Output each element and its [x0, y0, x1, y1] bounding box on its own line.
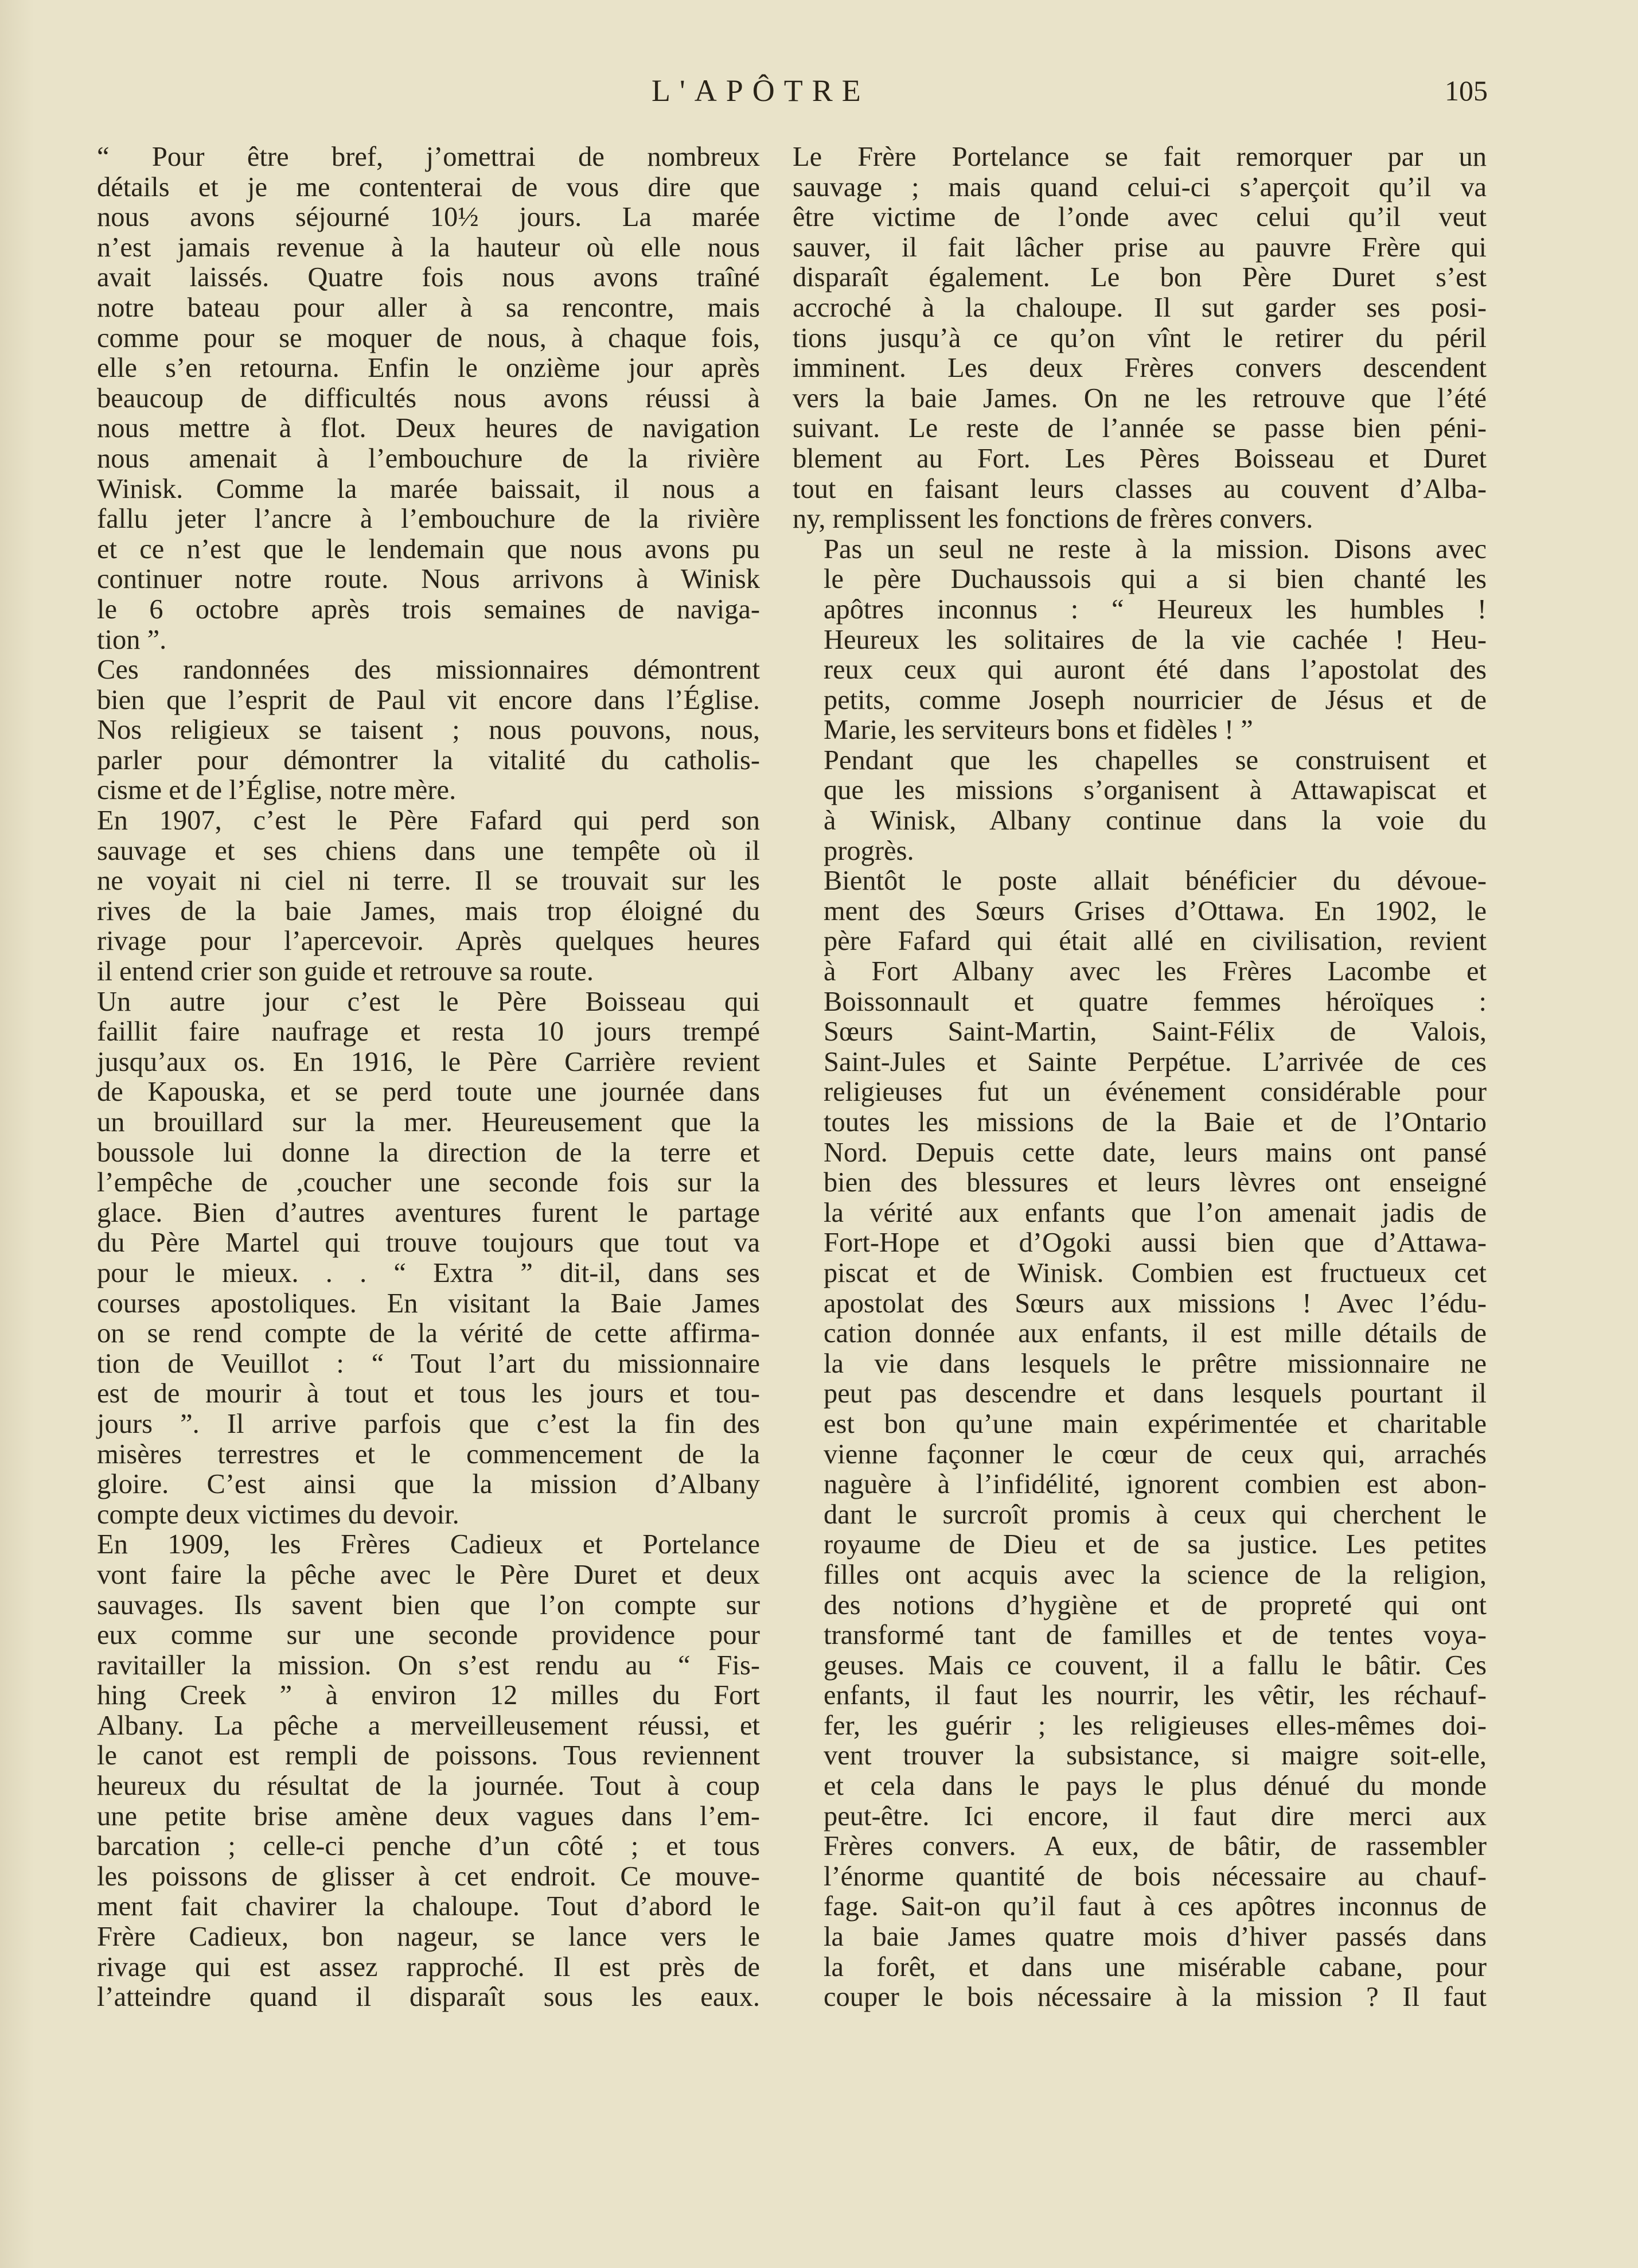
- text-line: est bon qu’une main expérimentée et charitable: [824, 1408, 1487, 1439]
- text-line: le 6 octobre après trois semaines de naviga-: [97, 594, 760, 625]
- text-line: tions jusqu’à ce qu’on vînt le retirer du péril: [793, 322, 1487, 353]
- text-line: piscat et de Winisk. Combien est fructueux cet: [824, 1257, 1487, 1288]
- text-line: Frère Cadieux, bon nageur, se lance vers le: [97, 1922, 760, 1953]
- text-line: l’atteindre quand il disparaît sous les eaux.: [97, 1982, 760, 2013]
- text-line: Sœurs Saint-Martin, Saint-Félix de Valois,: [824, 1016, 1487, 1047]
- page-number: 105: [1445, 75, 1488, 107]
- text-line: Nos religieux se taisent ; nous pouvons, nous,: [97, 715, 760, 746]
- text-line: la forêt, et dans une misérable cabane, pour: [824, 1951, 1487, 1982]
- text-line: comme pour se moquer de nous, à chaque fois,: [97, 322, 760, 353]
- text-line: Marie, les serviteurs bons et fidèles ! ”: [824, 715, 1253, 746]
- text-line: Frères convers. A eux, de bâtir, de rassembler: [824, 1831, 1487, 1862]
- text-line: barcation ; celle-ci penche d’un côté ; et tous: [97, 1831, 760, 1862]
- text-line: glace. Bien d’autres aventures furent le partage: [97, 1197, 760, 1228]
- text-line: un brouillard sur la mer. Heureusement que la: [97, 1107, 760, 1137]
- text-line: peut pas descendre et dans lesquels pourtant il: [824, 1378, 1487, 1409]
- paragraph: [793, 535, 1487, 746]
- text-line: En 1909, les Frères Cadieux et Portelance: [97, 1529, 760, 1560]
- text-line: Winisk. Comme la marée baissait, il nous a: [97, 473, 760, 504]
- paragraph: [66, 987, 760, 1530]
- text-line: geuses. Mais ce couvent, il a fallu le bâtir. Ces: [824, 1650, 1487, 1681]
- text-line: Fort-Hope et d’Ogoki aussi bien que d’Attawa-: [824, 1227, 1487, 1258]
- text-line: vent trouver la subsistance, si maigre soit-elle,: [824, 1740, 1487, 1771]
- text-line: faillit faire naufrage et resta 10 jours trempé: [97, 1016, 760, 1047]
- text-line: peut-être. Ici encore, il faut dire merci aux: [824, 1801, 1487, 1831]
- text-line: des notions d’hygiène et de propreté qui ont: [824, 1589, 1487, 1620]
- paragraph: [66, 806, 760, 987]
- text-line: Heureux les solitaires de la vie cachée ! Heu-: [824, 624, 1487, 655]
- text-line: le canot est rempli de poissons. Tous reviennent: [97, 1740, 760, 1771]
- text-line: nous avons séjourné 10½ jours. La marée: [97, 202, 760, 233]
- text-line: vont faire la pêche avec le Père Duret et deux: [97, 1559, 760, 1590]
- text-line: misères terrestres et le commencement de la: [97, 1439, 760, 1470]
- text-line: jours ”. Il arrive parfois que c’est la fin des: [97, 1408, 760, 1439]
- text-line: du Père Martel qui trouve toujours que tout va: [97, 1227, 760, 1258]
- text-line: hing Creek ” à environ 12 milles du Fort: [97, 1680, 760, 1711]
- text-line: couper le bois nécessaire à la mission ? Il faut: [824, 1982, 1487, 2013]
- text-line: Bientôt le poste allait bénéficier du dévoue-: [824, 866, 1487, 897]
- text-line: ravitailler la mission. On s’est rendu au “ Fis-: [97, 1650, 760, 1681]
- paragraph: [66, 655, 760, 806]
- text-line: fage. Sait-on qu’il faut à ces apôtres inconnus de: [824, 1891, 1487, 1922]
- text-line: apostolat des Sœurs aux missions ! Avec l’édu-: [824, 1288, 1487, 1319]
- text-line: boussole lui donne la direction de la terre et: [97, 1137, 760, 1168]
- text-line: bien des blessures et leurs lèvres ont enseigné: [824, 1167, 1487, 1198]
- running-header: [0, 68, 1638, 114]
- text-line: petits, comme Joseph nourricier de Jésus et de: [824, 684, 1487, 715]
- text-line: être victime de l’onde avec celui qu’il veut: [793, 202, 1487, 233]
- text-line: Boissonnault et quatre femmes héroïques :: [824, 986, 1487, 1017]
- text-line: toutes les missions de la Baie et de l’Ontario: [824, 1107, 1487, 1137]
- text-line: que les missions s’organisent à Attawapiscat et: [824, 775, 1487, 806]
- text-line: En 1907, c’est le Père Fafard qui perd son: [97, 805, 760, 836]
- text-line: “ Pour être bref, j’omettrai de nombreux: [97, 142, 760, 172]
- text-line: apôtres inconnus : “ Heureux les humbles !: [824, 594, 1487, 625]
- text-line: suivant. Le reste de l’année se passe bien péni-: [793, 413, 1487, 444]
- text-line: heureux du résultat de la journée. Tout à coup: [97, 1771, 760, 1802]
- text-line: pour le mieux. . . “ Extra ” dit-il, dans ses: [97, 1257, 760, 1288]
- text-line: l’empêche de ,coucher une seconde fois sur la: [97, 1167, 760, 1198]
- text-line: la vie dans lesquels le prêtre missionnaire ne: [824, 1348, 1487, 1379]
- text-line: nous amenait à l’embouchure de la rivière: [97, 443, 760, 474]
- text-line: imminent. Les deux Frères convers descendent: [793, 353, 1487, 384]
- text-line: tion de Veuillot : “ Tout l’art du missionnaire: [97, 1348, 760, 1379]
- text-line: Nord. Depuis cette date, leurs mains ont pansé: [824, 1137, 1487, 1168]
- text-line: reux ceux qui auront été dans l’apostolat des: [824, 654, 1487, 685]
- text-line: fallu jeter l’ancre à l’embouchure de la rivière: [97, 504, 760, 535]
- text-line: ment des Sœurs Grises d’Ottawa. En 1902, le: [824, 895, 1487, 926]
- text-line: sauver, il fait lâcher prise au pauvre Frère qui: [793, 232, 1487, 263]
- text-line: on se rend compte de la vérité de cette affirma-: [97, 1318, 760, 1349]
- text-line: ny, remplissent les fonctions de frères convers.: [793, 504, 1313, 535]
- text-line: père Fafard qui était allé en civilisation, revient: [824, 926, 1487, 957]
- text-line: Un autre jour c’est le Père Boisseau qui: [97, 986, 760, 1017]
- text-line: tion ”.: [97, 624, 167, 655]
- text-line: progrès.: [824, 835, 914, 866]
- text-line: enfants, il faut les nourrir, les vêtir, les réchauf-: [824, 1680, 1487, 1711]
- text-line: la baie James quatre mois d’hiver passés dans: [824, 1922, 1487, 1953]
- text-line: à Winisk, Albany continue dans la voie du: [824, 805, 1487, 836]
- paragraph: [793, 142, 1487, 535]
- text-line: beaucoup de difficultés nous avons réussi à: [97, 383, 760, 414]
- text-line: cation donnée aux enfants, il est mille détails de: [824, 1318, 1487, 1349]
- text-line: Saint-Jules et Sainte Perpétue. L’arrivée de ces: [824, 1046, 1487, 1077]
- text-line: royaume de Dieu et de sa justice. Les petites: [824, 1529, 1487, 1560]
- text-line: transformé tant de familles et de tentes voya-: [824, 1620, 1487, 1651]
- paragraph: [66, 142, 760, 655]
- text-line: disparaît également. Le bon Père Duret s’est: [793, 262, 1487, 293]
- text-line: le père Duchaussois qui a si bien chanté les: [824, 564, 1487, 595]
- text-line: nous mettre à flot. Deux heures de navigation: [97, 413, 760, 444]
- text-line: bien que l’esprit de Paul vit encore dans l’Église.: [97, 684, 760, 715]
- right-column: [793, 142, 1487, 2013]
- text-line: rivage qui est assez rapproché. Il est près de: [97, 1951, 760, 1982]
- text-line: courses apostoliques. En visitant la Baie James: [97, 1288, 760, 1319]
- text-line: rives de la baie James, mais trop éloigné du: [97, 895, 760, 926]
- text-line: blement au Fort. Les Pères Boisseau et Duret: [793, 443, 1487, 474]
- text-line: et cela dans le pays le plus dénué du monde: [824, 1771, 1487, 1802]
- text-line: tout en faisant leurs classes au couvent d’Alba-: [793, 473, 1487, 504]
- text-line: détails et je me contenterai de vous dire que: [97, 172, 760, 202]
- paragraph: [66, 1530, 760, 2013]
- text-line: sauvage ; mais quand celui-ci s’aperçoit qu’il va: [793, 172, 1487, 202]
- text-line: notre bateau pour aller à sa rencontre, mais: [97, 292, 760, 323]
- text-line: compte deux victimes du devoir.: [97, 1499, 459, 1530]
- text-line: elle s’en retourna. Enfin le onzième jour après: [97, 353, 760, 384]
- text-line: Ces randonnées des missionnaires démontrent: [97, 654, 760, 685]
- text-line: à Fort Albany avec les Frères Lacombe et: [824, 956, 1487, 987]
- text-line: ment fait chavirer la chaloupe. Tout d’abord le: [97, 1891, 760, 1922]
- text-line: sauvages. Ils savent bien que l’on compte sur: [97, 1589, 760, 1620]
- text-line: Pas un seul ne reste à la mission. Disons avec: [824, 533, 1487, 564]
- text-line: il entend crier son guide et retrouve sa route.: [97, 956, 594, 987]
- text-line: Pendant que les chapelles se construisent et: [824, 745, 1487, 776]
- text-line: jusqu’aux os. En 1916, le Père Carrière revient: [97, 1046, 760, 1077]
- text-line: est de mourir à tout et tous les jours et tou-: [97, 1378, 760, 1409]
- running-title: L'APÔTRE: [652, 73, 870, 108]
- text-line: la vérité aux enfants que l’on amenait jadis de: [824, 1197, 1487, 1228]
- text-line: parler pour démontrer la vitalité du catholis-: [97, 745, 760, 776]
- text-line: vers la baie James. On ne les retrouve que l’été: [793, 383, 1487, 414]
- text-line: eux comme sur une seconde providence pour: [97, 1620, 760, 1651]
- text-line: dant le surcroît promis à ceux qui cherchent le: [824, 1499, 1487, 1530]
- left-column: [66, 142, 760, 2013]
- text-line: et ce n’est que le lendemain que nous avons pu: [97, 533, 760, 564]
- text-line: filles ont acquis avec la science de la religion,: [824, 1559, 1487, 1590]
- text-line: une petite brise amène deux vagues dans l’em-: [97, 1801, 760, 1831]
- text-line: avait laissés. Quatre fois nous avons traîné: [97, 262, 760, 293]
- text-line: continuer notre route. Nous arrivons à Winisk: [97, 564, 760, 595]
- text-line: ne voyait ni ciel ni terre. Il se trouvait sur les: [97, 866, 760, 897]
- text-line: naguère à l’infidélité, ignorent combien est abon-: [824, 1469, 1487, 1500]
- text-line: fer, les guérir ; les religieuses elles-mêmes doi-: [824, 1710, 1487, 1741]
- text-line: sauvage et ses chiens dans une tempête où il: [97, 835, 760, 866]
- text-line: accroché à la chaloupe. Il sut garder ses posi-: [793, 292, 1487, 323]
- text-line: cisme et de l’Église, notre mère.: [97, 775, 457, 806]
- text-line: rivage pour l’apercevoir. Après quelques heures: [97, 926, 760, 957]
- text-line: n’est jamais revenue à la hauteur où elle nous: [97, 232, 760, 263]
- text-line: Le Frère Portelance se fait remorquer par un: [793, 142, 1487, 172]
- paragraph: [793, 866, 1487, 2013]
- text-line: religieuses fut un événement considérable pour: [824, 1077, 1487, 1108]
- text-line: les poissons de glisser à cet endroit. Ce mouve-: [97, 1861, 760, 1892]
- text-line: l’énorme quantité de bois nécessaire au chauf-: [824, 1861, 1487, 1892]
- text-line: gloire. C’est ainsi que la mission d’Albany: [97, 1469, 760, 1500]
- text-line: Albany. La pêche a merveilleusement réussi, et: [97, 1710, 760, 1741]
- paragraph: [793, 746, 1487, 866]
- text-line: vienne façonner le cœur de ceux qui, arrachés: [824, 1439, 1487, 1470]
- text-line: de Kapouska, et se perd toute une journée dans: [97, 1077, 760, 1108]
